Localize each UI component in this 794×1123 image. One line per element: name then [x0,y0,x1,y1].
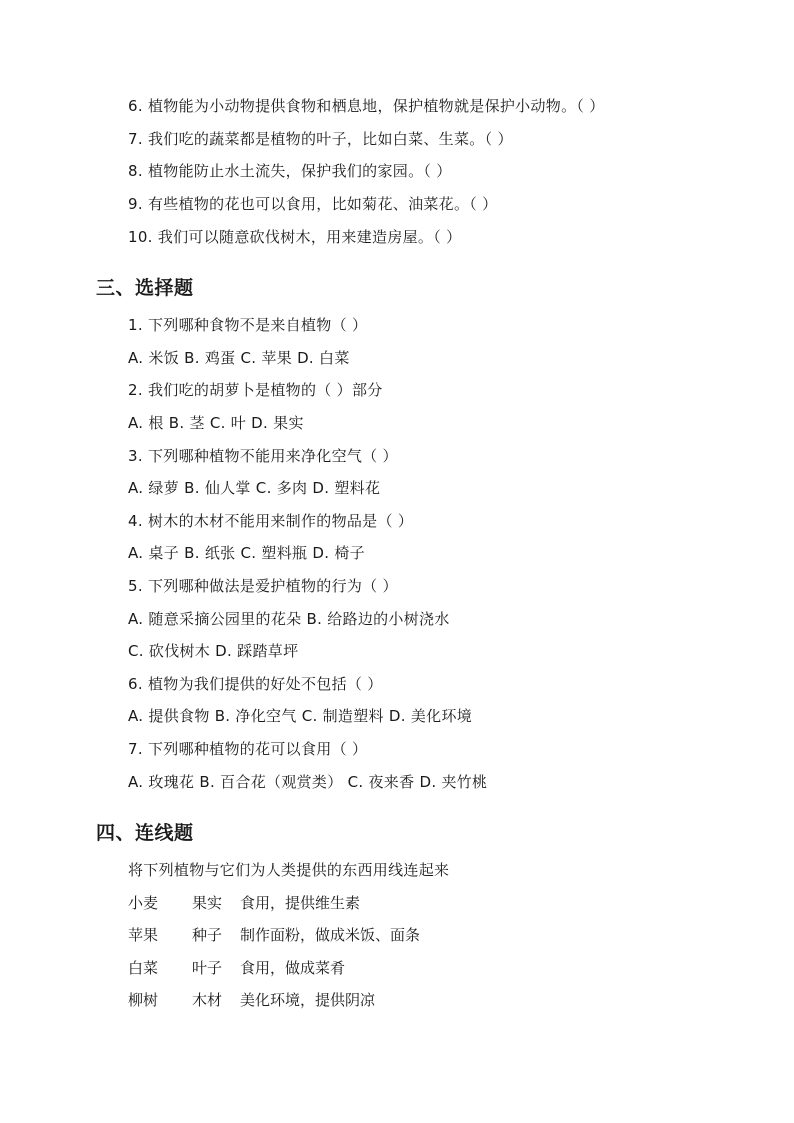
choice-options-5b: C. 砍伐树木 D. 踩踏草坪 [128,642,299,660]
matching-plant: 苹果 [128,926,159,944]
judgement-item-8: 8. 植物能防止水土流失，保护我们的家园。（ ） [128,162,452,180]
choice-options-5a: A. 随意采摘公园里的花朵 B. 给路边的小树浇水 [128,610,450,628]
matching-use: 食用，提供维生素 [240,894,361,912]
matching-plant: 白菜 [128,959,159,977]
judgement-item-9: 9. 有些植物的花也可以食用，比如菊花、油菜花。（ ） [128,195,498,213]
choice-question-7: 7. 下列哪种植物的花可以食用（ ） [128,740,368,758]
matching-part: 木材 [192,991,223,1009]
choice-options-2: A. 根 B. 茎 C. 叶 D. 果实 [128,414,304,432]
choice-options-6: A. 提供食物 B. 净化空气 C. 制造塑料 D. 美化环境 [128,707,473,725]
choice-options-4: A. 桌子 B. 纸张 C. 塑料瓶 D. 椅子 [128,544,365,562]
matching-part: 叶子 [192,959,223,977]
choice-options-1: A. 米饭 B. 鸡蛋 C. 苹果 D. 白菜 [128,349,350,367]
matching-part: 果实 [192,894,223,912]
matching-plant: 小麦 [128,894,159,912]
choice-question-4: 4. 树木的木材不能用来制作的物品是（ ） [128,512,414,530]
matching-instruction: 将下列植物与它们为人类提供的东西用线连起来 [128,861,450,879]
choice-options-3: A. 绿萝 B. 仙人掌 C. 多肉 D. 塑料花 [128,479,381,497]
matching-use: 美化环境，提供阴凉 [240,991,376,1009]
judgement-item-6: 6. 植物能为小动物提供食物和栖息地，保护植物就是保护小动物。（ ） [128,97,605,115]
section-four-title: 四、连线题 [96,822,194,844]
judgement-item-7: 7. 我们吃的蔬菜都是植物的叶子，比如白菜、生菜。（ ） [128,130,513,148]
choice-question-6: 6. 植物为我们提供的好处不包括（ ） [128,675,383,693]
choice-question-2: 2. 我们吃的胡萝卜是植物的（ ）部分 [128,381,383,399]
choice-question-1: 1. 下列哪种食物不是来自植物（ ） [128,316,368,334]
matching-part: 种子 [192,926,223,944]
choice-options-7: A. 玫瑰花 B. 百合花（观赏类） C. 夜来香 D. 夹竹桃 [128,773,488,791]
matching-use: 制作面粉，做成米饭、面条 [240,926,421,944]
matching-use: 食用，做成菜肴 [240,959,346,977]
matching-plant: 柳树 [128,991,159,1009]
choice-question-3: 3. 下列哪种植物不能用来净化空气（ ） [128,447,398,465]
choice-question-5: 5. 下列哪种做法是爱护植物的行为（ ） [128,577,398,595]
section-three-title: 三、选择题 [96,277,194,299]
judgement-item-10: 10. 我们可以随意砍伐树木，用来建造房屋。（ ） [128,228,462,246]
